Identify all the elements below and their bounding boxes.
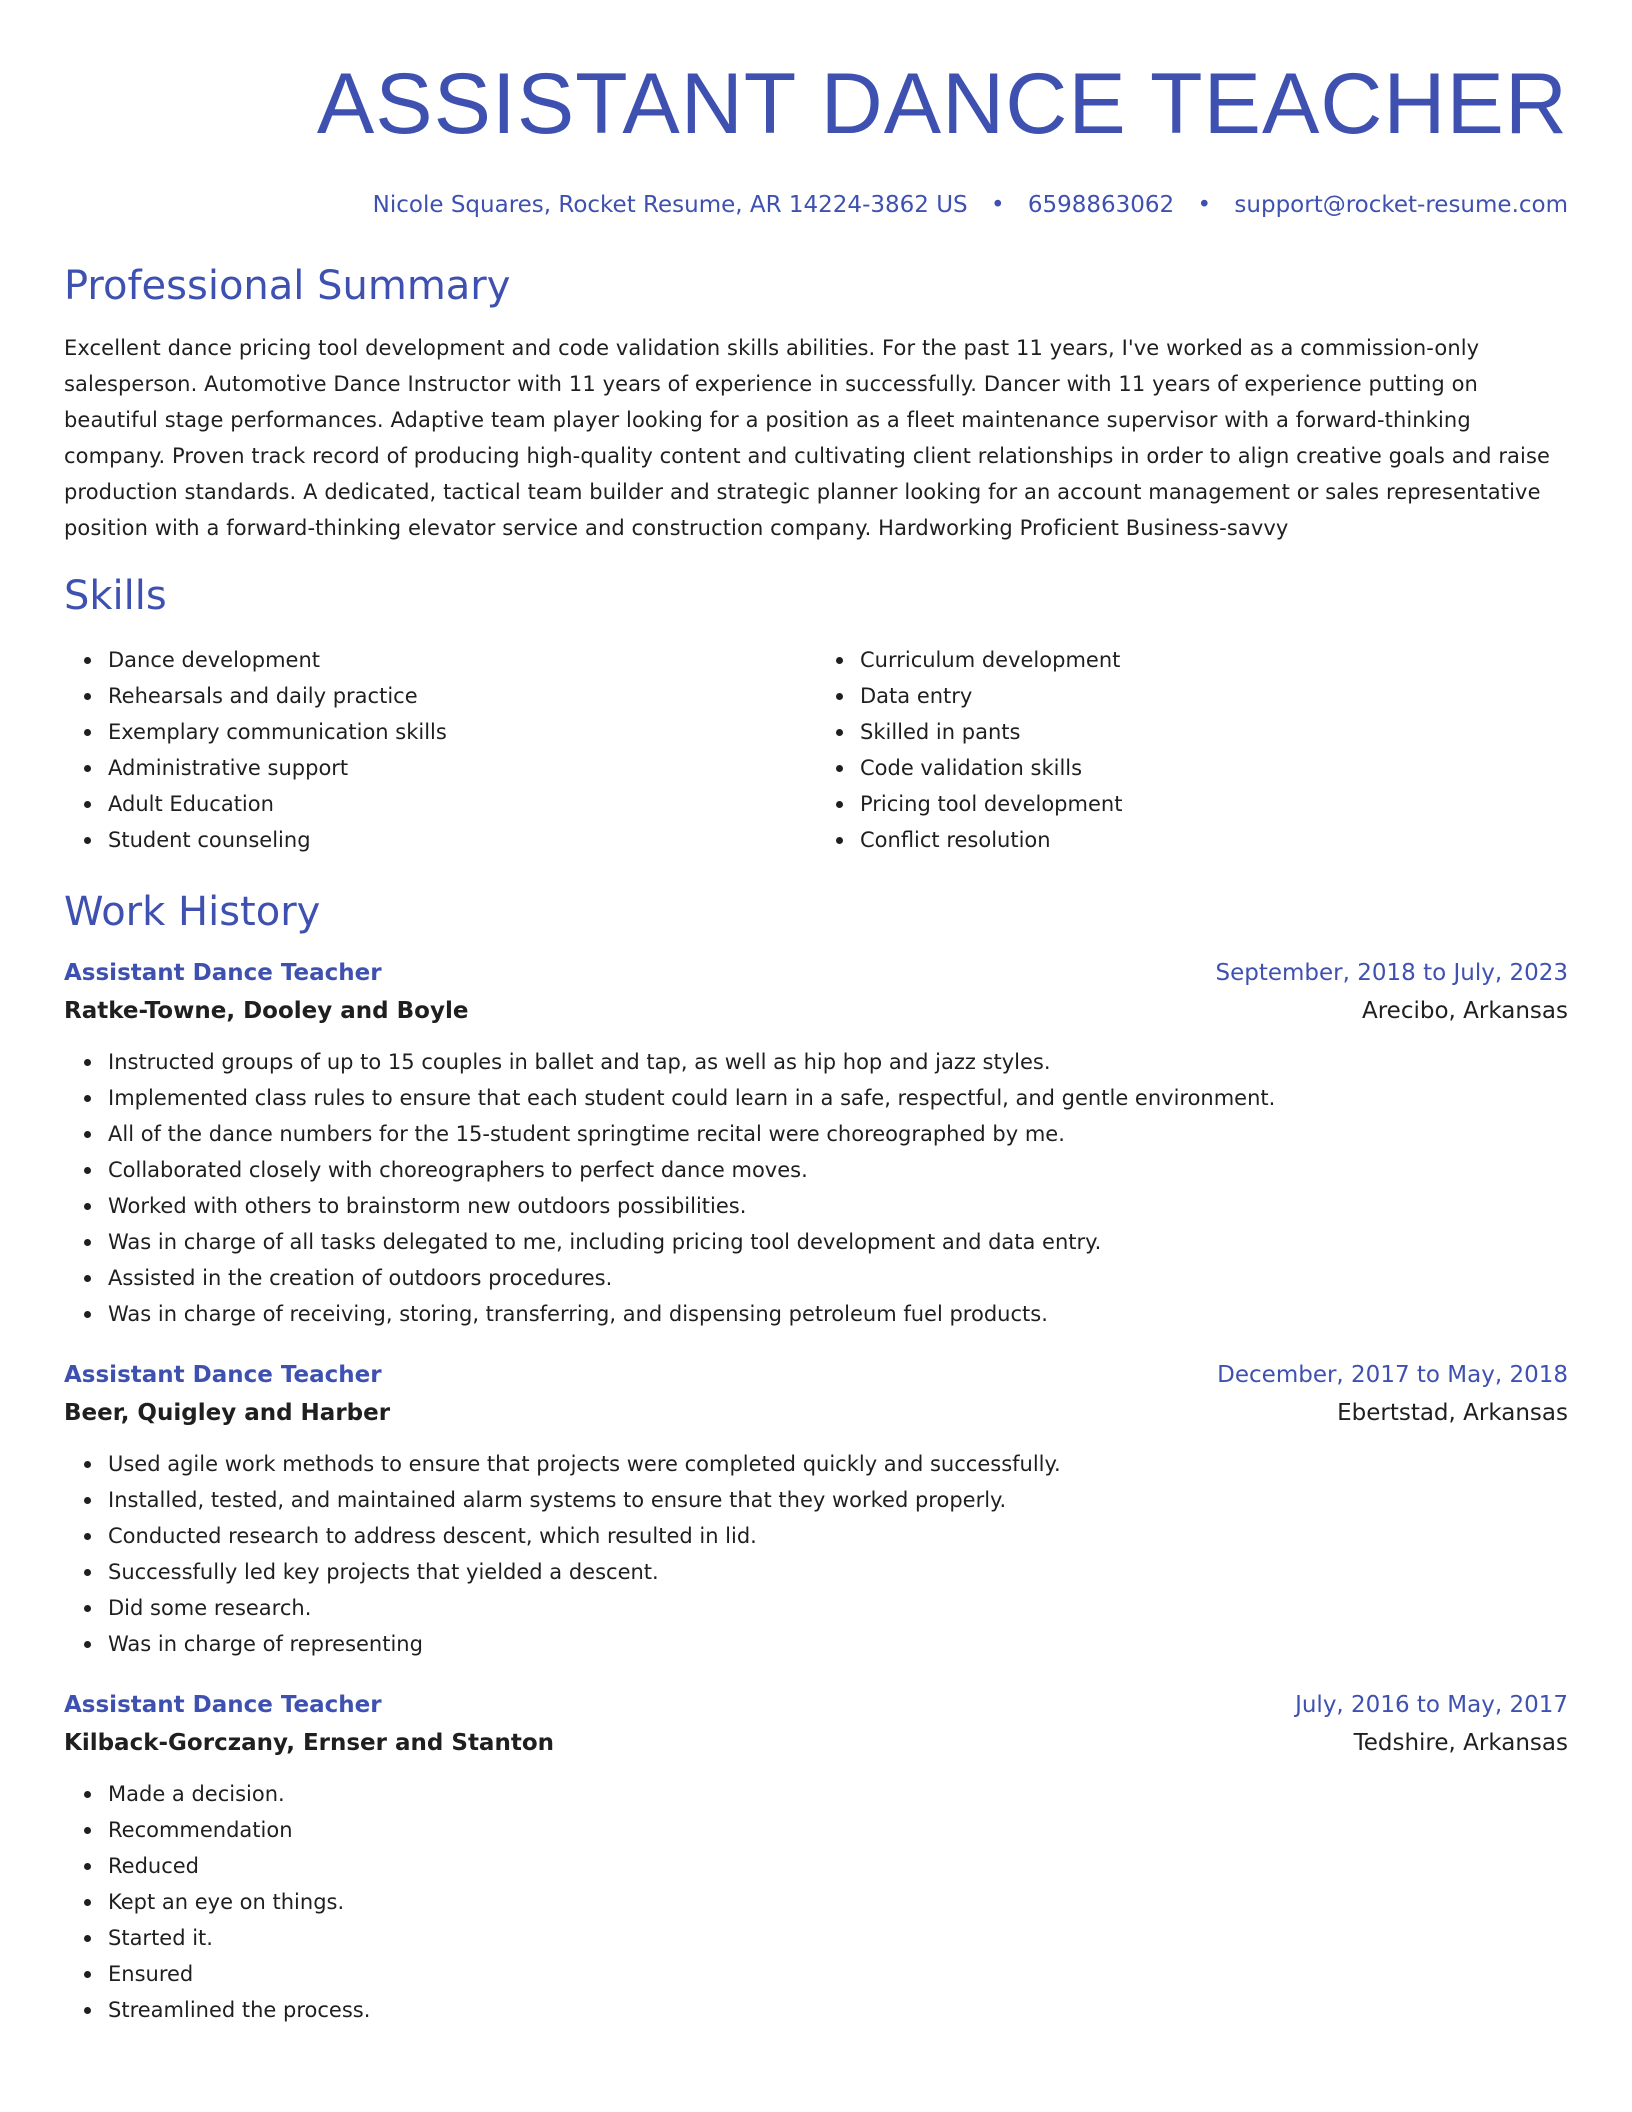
job-header-row [64, 1356, 1568, 1394]
job-location: Tedshire, Arkansas [1353, 1730, 1568, 1756]
job-header-row [64, 954, 1568, 992]
skills-grid [64, 642, 1568, 858]
job-dates: December, 2017 to May, 2018 [1217, 1362, 1568, 1388]
job-company: Kilback-Gorczany, Ernser and Stanton [64, 1730, 554, 1756]
skill-item: Student counseling [108, 822, 816, 858]
skill-item: Exemplary communication skills [108, 714, 816, 750]
skill-item: Code validation skills [860, 750, 1568, 786]
job-bullet: Assisted in the creation of outdoors procedures. [108, 1260, 1568, 1296]
job-bullet: Kept an eye on things. [108, 1884, 1568, 1920]
job-title: Assistant Dance Teacher [64, 960, 382, 986]
job-entry [64, 954, 1568, 1332]
job-company-row [64, 1724, 1568, 1762]
job-company-row [64, 992, 1568, 1030]
job-bullet: Made a decision. [108, 1776, 1568, 1812]
job-bullet: Worked with others to brainstorm new outdoors possibilities. [108, 1188, 1568, 1224]
resume-page [64, 0, 1568, 2028]
job-bullet: Was in charge of receiving, storing, transferring, and dispensing petroleum fuel products. [108, 1296, 1568, 1332]
job-bullet: Was in charge of all tasks delegated to me, including pricing tool development and data entry. [108, 1224, 1568, 1260]
contact-email: support@rocket-resume.com [1234, 192, 1568, 218]
job-entry [64, 1356, 1568, 1662]
skill-item: Conflict resolution [860, 822, 1568, 858]
contact-phone: 6598863062 [1027, 192, 1175, 218]
skill-item: Skilled in pants [860, 714, 1568, 750]
resume-title: ASSISTANT DANCE TEACHER [316, 56, 1568, 152]
skills-right-column [816, 642, 1568, 858]
skill-item: Dance development [108, 642, 816, 678]
contact-separator: • [1197, 192, 1212, 218]
job-bullets [64, 1446, 1568, 1662]
job-location: Arecibo, Arkansas [1361, 998, 1568, 1024]
job-entry [64, 1686, 1568, 2028]
skill-item: Curriculum development [860, 642, 1568, 678]
job-bullet: Collaborated closely with choreographers to perfect dance moves. [108, 1152, 1568, 1188]
job-bullet: Successfully led key projects that yielded a descent. [108, 1554, 1568, 1590]
skill-item: Pricing tool development [860, 786, 1568, 822]
job-bullets [64, 1776, 1568, 2028]
job-company: Ratke-Towne, Dooley and Boyle [64, 998, 469, 1024]
job-location: Ebertstad, Arkansas [1337, 1400, 1568, 1426]
job-dates: July, 2016 to May, 2017 [1295, 1692, 1568, 1718]
job-title: Assistant Dance Teacher [64, 1362, 382, 1388]
job-bullet: Ensured [108, 1956, 1568, 1992]
skills-heading: Skills [64, 573, 167, 619]
contact-address: Nicole Squares, Rocket Resume, AR 14224-3862 US [372, 192, 968, 218]
skill-item: Administrative support [108, 750, 816, 786]
work-history-heading: Work History [64, 889, 321, 935]
skill-item: Data entry [860, 678, 1568, 714]
job-bullet: Recommendation [108, 1812, 1568, 1848]
job-bullet: Installed, tested, and maintained alarm systems to ensure that they worked properly. [108, 1482, 1568, 1518]
job-bullet: All of the dance numbers for the 15-student springtime recital were choreographed by me. [108, 1116, 1568, 1152]
job-bullet: Was in charge of representing [108, 1626, 1568, 1662]
skills-left-column [64, 642, 816, 858]
job-company-row [64, 1394, 1568, 1432]
job-bullets [64, 1044, 1568, 1332]
summary-text: Excellent dance pricing tool development and code validation skills abilities. For the past 11 years, I've worked as a commission-only salesperson. Automotive Dance Instructor with 11 years of experience in successfully. Dancer with 11 years of experience putting on beautiful stage performances. Adaptive team player looking for a position as a fleet maintenance supervisor with a forward-thinking company. Proven track record of producing high-quality content and cultivating client relationships in order to align creative goals and raise production standards. A dedicated, tactical team builder and strategic planner looking for an account management or sales representative position with a forward-thinking elevator service and construction company. Hardworking Proficient Business-savvy [64, 336, 1551, 540]
job-bullet: Used agile work methods to ensure that projects were completed quickly and successfully. [108, 1446, 1568, 1482]
skill-item: Adult Education [108, 786, 816, 822]
job-bullet: Did some research. [108, 1590, 1568, 1626]
job-bullet: Streamlined the process. [108, 1992, 1568, 2028]
job-header-row [64, 1686, 1568, 1724]
summary-heading: Professional Summary [64, 263, 511, 309]
job-bullet: Instructed groups of up to 15 couples in ballet and tap, as well as hip hop and jazz styles. [108, 1044, 1568, 1080]
job-bullet: Conducted research to address descent, which resulted in lid. [108, 1518, 1568, 1554]
job-bullet: Implemented class rules to ensure that each student could learn in a safe, respectful, and gentle environment. [108, 1080, 1568, 1116]
job-title: Assistant Dance Teacher [64, 1692, 382, 1718]
contact-separator: • [990, 192, 1005, 218]
contact-line [64, 190, 1568, 220]
job-bullet: Reduced [108, 1848, 1568, 1884]
job-dates: September, 2018 to July, 2023 [1215, 960, 1568, 986]
job-company: Beer, Quigley and Harber [64, 1400, 391, 1426]
skill-item: Rehearsals and daily practice [108, 678, 816, 714]
job-bullet: Started it. [108, 1920, 1568, 1956]
